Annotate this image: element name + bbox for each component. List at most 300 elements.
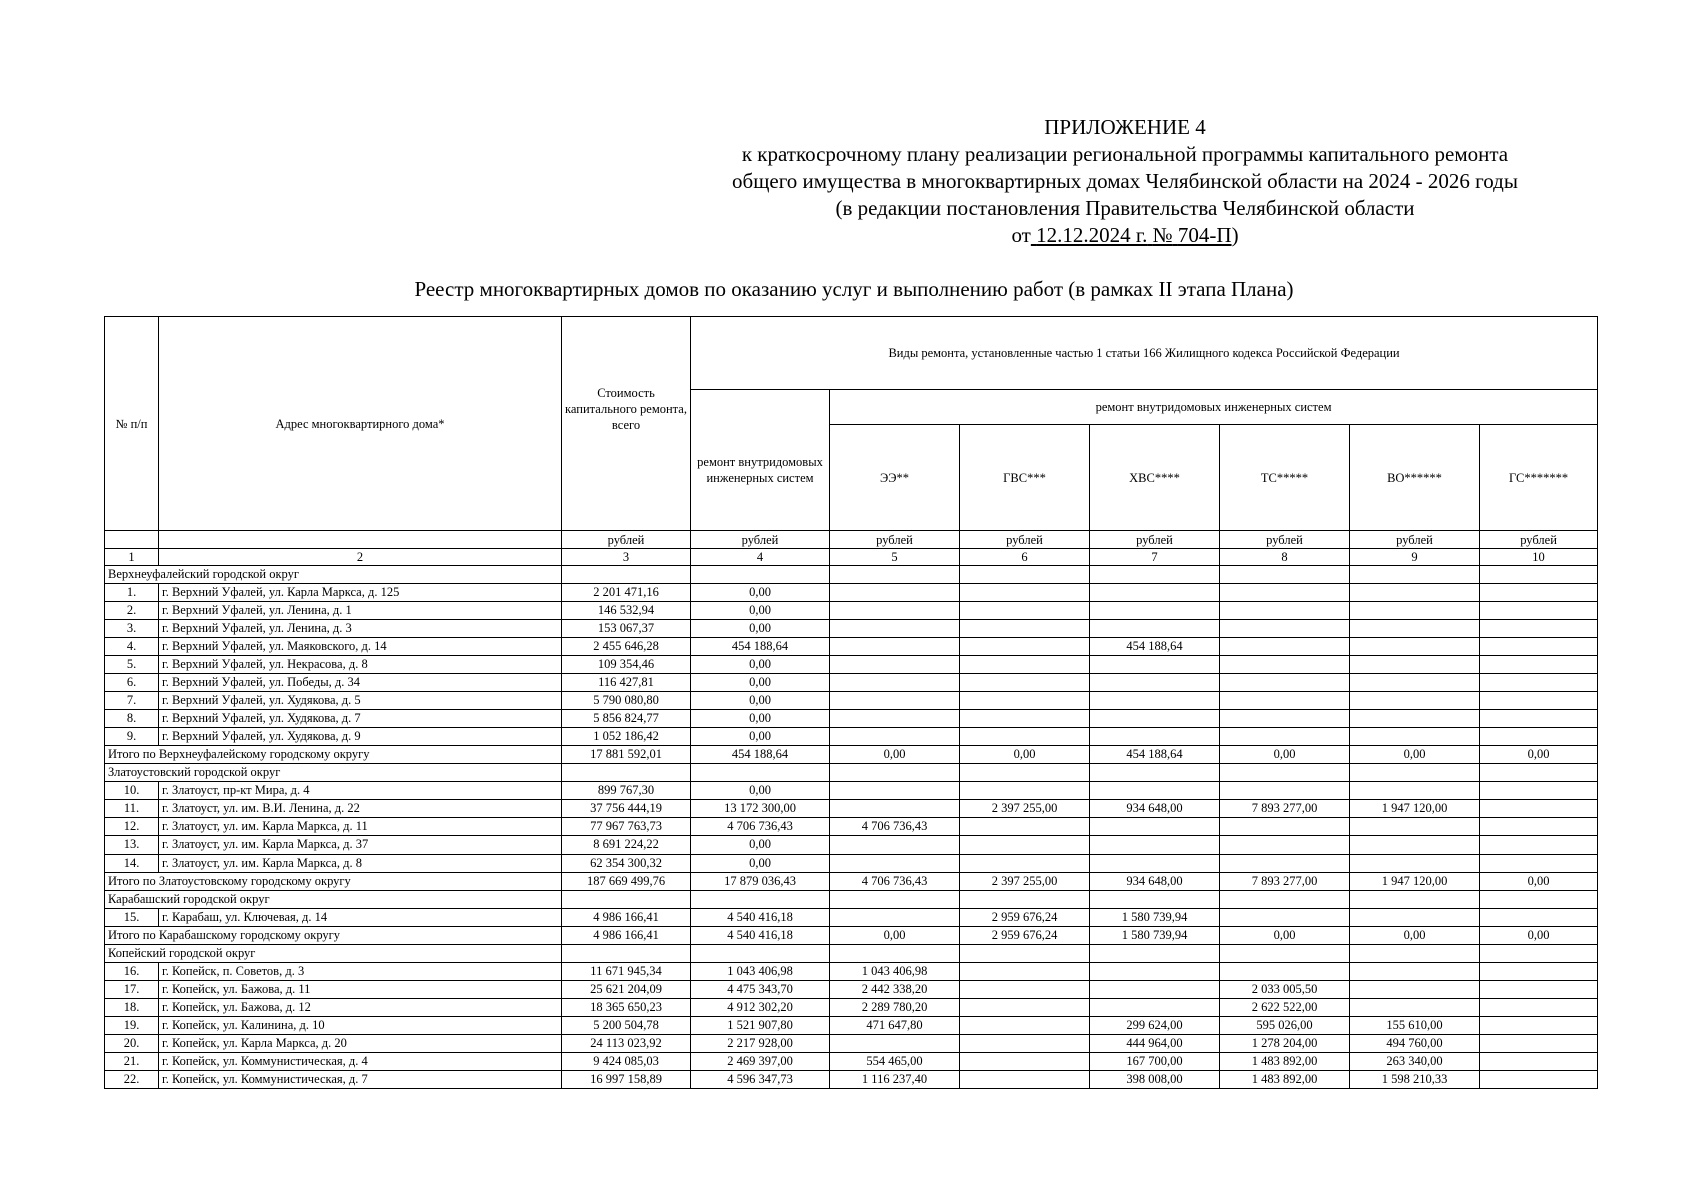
vo-value [1350,980,1480,998]
gs-value: 0,00 [1480,926,1598,944]
header-line-3: (в редакции постановления Правительства Челябинской области [835,196,1415,220]
gs-value [1480,620,1598,638]
engineering-total: 0,00 [691,836,830,854]
building-address: г. Копейск, ул. Бажова, д. 11 [159,980,562,998]
total-cost: 18 365 650,23 [562,998,691,1016]
row-number: 8. [105,710,159,728]
hvs-value [1090,836,1220,854]
empty-cell [1220,566,1350,584]
ee-value [830,908,960,926]
table-row [105,998,1598,1016]
header-gs: ГС******* [1480,425,1598,531]
engineering-total: 0,00 [691,674,830,692]
row-number: 6. [105,674,159,692]
ee-value [830,854,960,872]
ee-value: 4 706 736,43 [830,818,960,836]
ts-value: 2 622 522,00 [1220,998,1350,1016]
ts-value [1220,710,1350,728]
empty-cell [1090,944,1220,962]
total-cost: 153 067,37 [562,620,691,638]
header-address: Адрес многоквартирного дома* [159,317,562,531]
engineering-total: 4 475 343,70 [691,980,830,998]
district-name: Златоустовский городской округ [105,764,562,782]
empty-cell [562,890,691,908]
gvs-value [960,998,1090,1016]
empty-cell [1480,890,1598,908]
engineering-total: 1 043 406,98 [691,962,830,980]
unit-label: рублей [1480,531,1598,549]
total-cost: 24 113 023,92 [562,1034,691,1052]
building-address: г. Верхний Уфалей, ул. Карла Маркса, д. 125 [159,584,562,602]
engineering-total: 0,00 [691,728,830,746]
gs-value [1480,638,1598,656]
gs-value [1480,1052,1598,1070]
ee-value: 2 289 780,20 [830,998,960,1016]
empty-cell [1480,944,1598,962]
table-row [105,908,1598,926]
gs-value [1480,818,1598,836]
header-engineering-total: ремонт внутридомовых инженерных систем [691,390,830,531]
vo-value [1350,728,1480,746]
hvs-value [1090,998,1220,1016]
unit-label: рублей [960,531,1090,549]
district-name: Копейский городской округ [105,944,562,962]
column-number: 10 [1480,549,1598,566]
ts-value [1220,962,1350,980]
vo-value [1350,962,1480,980]
district-total-row [105,926,1598,944]
total-cost: 11 671 945,34 [562,962,691,980]
gs-value [1480,998,1598,1016]
district-name: Карабашский городской округ [105,890,562,908]
ts-value: 7 893 277,00 [1220,800,1350,818]
column-number: 4 [691,549,830,566]
empty-cell [691,944,830,962]
ee-value [830,602,960,620]
ts-value: 2 033 005,50 [1220,980,1350,998]
engineering-total: 4 596 347,73 [691,1070,830,1088]
building-address: г. Копейск, п. Советов, д. 3 [159,962,562,980]
gvs-value [960,782,1090,800]
vo-value [1350,692,1480,710]
row-number: 9. [105,728,159,746]
table-row [105,674,1598,692]
table-row [105,962,1598,980]
engineering-total: 4 912 302,20 [691,998,830,1016]
ts-value [1220,836,1350,854]
decree-number: 704-П [1177,223,1232,247]
column-number: 5 [830,549,960,566]
engineering-total: 0,00 [691,656,830,674]
gs-value [1480,908,1598,926]
gvs-value [960,728,1090,746]
appendix-title: ПРИЛОЖЕНИЕ 4 [1044,115,1206,139]
ee-value: 1 043 406,98 [830,962,960,980]
hvs-value [1090,818,1220,836]
gs-value [1480,800,1598,818]
row-number: 11. [105,800,159,818]
gvs-value [960,962,1090,980]
table-row [105,980,1598,998]
ts-value [1220,620,1350,638]
table-row [105,620,1598,638]
decree-reference [655,222,1595,249]
building-address: г. Верхний Уфалей, ул. Ленина, д. 1 [159,602,562,620]
vo-value [1350,908,1480,926]
district-section-row [105,764,1598,782]
empty-cell [1220,944,1350,962]
header-line-1: к краткосрочному плану реализации региональной программы капитального ремонта [741,142,1509,166]
registry-title: Реестр многоквартирных домов по оказанию услуг и выполнению работ (в рамках II этапа Плана) [414,277,1294,301]
gvs-value [960,674,1090,692]
total-cost: 5 790 080,80 [562,692,691,710]
gs-value [1480,836,1598,854]
table-row [105,782,1598,800]
row-number: 4. [105,638,159,656]
table-row [105,836,1598,854]
hvs-value: 398 008,00 [1090,1070,1220,1088]
gs-value [1480,1016,1598,1034]
vo-value: 1 947 120,00 [1350,800,1480,818]
gs-value [1480,584,1598,602]
row-number: 17. [105,980,159,998]
hvs-value: 1 580 739,94 [1090,926,1220,944]
table-row [105,710,1598,728]
empty-cell [1090,566,1220,584]
engineering-total: 0,00 [691,782,830,800]
engineering-total: 1 521 907,80 [691,1016,830,1034]
hvs-value [1090,710,1220,728]
row-number: 7. [105,692,159,710]
ts-value [1220,602,1350,620]
engineering-total: 4 540 416,18 [691,908,830,926]
gs-value [1480,962,1598,980]
gvs-value [960,1016,1090,1034]
gs-value [1480,656,1598,674]
vo-value: 1 598 210,33 [1350,1070,1480,1088]
registry-body [105,566,1598,1089]
empty-cell [691,890,830,908]
empty-cell [562,944,691,962]
gs-value [1480,1034,1598,1052]
row-number: 19. [105,1016,159,1034]
gs-value [1480,728,1598,746]
gs-value [1480,980,1598,998]
empty-cell [691,764,830,782]
total-cost: 17 881 592,01 [562,746,691,764]
building-address: г. Копейск, ул. Коммунистическая, д. 4 [159,1052,562,1070]
column-number: 6 [960,549,1090,566]
ee-value [830,710,960,728]
engineering-total: 0,00 [691,692,830,710]
ts-value [1220,638,1350,656]
empty-cell [562,764,691,782]
unit-label: рублей [1090,531,1220,549]
gs-value: 0,00 [1480,746,1598,764]
total-cost: 37 756 444,19 [562,800,691,818]
total-cost: 1 052 186,42 [562,728,691,746]
vo-value [1350,602,1480,620]
district-total-row [105,746,1598,764]
gs-value [1480,1070,1598,1088]
empty-cell [830,890,960,908]
vo-value: 263 340,00 [1350,1052,1480,1070]
ee-value [830,674,960,692]
district-section-row [105,890,1598,908]
gvs-value: 2 397 255,00 [960,800,1090,818]
district-total-row [105,872,1598,890]
header-hvs: ХВС**** [1090,425,1220,531]
gs-value: 0,00 [1480,872,1598,890]
total-cost: 25 621 204,09 [562,980,691,998]
column-number: 1 [105,549,159,566]
hvs-value [1090,692,1220,710]
engineering-total: 0,00 [691,854,830,872]
unit-label: рублей [1350,531,1480,549]
gs-value [1480,710,1598,728]
row-number: 1. [105,584,159,602]
row-number: 5. [105,656,159,674]
district-name: Верхнеуфалейский городской округ [105,566,562,584]
hvs-value [1090,584,1220,602]
column-number: 8 [1220,549,1350,566]
decree-close: ) [1231,223,1239,247]
gvs-value [960,638,1090,656]
registry-table [104,316,1598,1089]
decree-date: 12.12.2024 г. [1036,223,1148,247]
hvs-value [1090,728,1220,746]
unit-label: рублей [562,531,691,549]
gvs-value [960,584,1090,602]
ts-value [1220,908,1350,926]
empty-cell [830,566,960,584]
ee-value [830,728,960,746]
column-number: 9 [1350,549,1480,566]
ee-value: 2 442 338,20 [830,980,960,998]
hvs-value [1090,854,1220,872]
ee-value [830,656,960,674]
vo-value [1350,584,1480,602]
empty-cell [960,890,1090,908]
building-address: г. Верхний Уфалей, ул. Ленина, д. 3 [159,620,562,638]
gs-value [1480,602,1598,620]
engineering-total: 2 217 928,00 [691,1034,830,1052]
table-row [105,818,1598,836]
table-row [105,656,1598,674]
engineering-total: 0,00 [691,710,830,728]
engineering-total: 0,00 [691,602,830,620]
building-address: г. Верхний Уфалей, ул. Маяковского, д. 14 [159,638,562,656]
empty-cell [1220,890,1350,908]
header-engineering-group: ремонт внутридомовых инженерных систем [830,390,1598,425]
gvs-value [960,818,1090,836]
ts-value [1220,728,1350,746]
engineering-total: 454 188,64 [691,746,830,764]
total-cost: 8 691 224,22 [562,836,691,854]
building-address: г. Копейск, ул. Коммунистическая, д. 7 [159,1070,562,1088]
hvs-value: 167 700,00 [1090,1052,1220,1070]
ts-value [1220,656,1350,674]
gvs-value [960,1034,1090,1052]
empty-cell [960,944,1090,962]
building-address: г. Карабаш, ул. Ключевая, д. 14 [159,908,562,926]
total-cost: 4 986 166,41 [562,908,691,926]
row-number: 22. [105,1070,159,1088]
vo-value: 0,00 [1350,926,1480,944]
vo-value [1350,782,1480,800]
gs-value [1480,674,1598,692]
building-address: г. Златоуст, ул. им. Карла Маркса, д. 11 [159,818,562,836]
ts-value: 0,00 [1220,926,1350,944]
engineering-total: 454 188,64 [691,638,830,656]
ee-value [830,620,960,638]
ee-value [830,692,960,710]
units-row [105,531,1598,549]
building-address: г. Копейск, ул. Бажова, д. 12 [159,998,562,1016]
total-cost: 62 354 300,32 [562,854,691,872]
row-number: 21. [105,1052,159,1070]
building-address: г. Златоуст, ул. им. Карла Маркса, д. 8 [159,854,562,872]
ts-value: 1 278 204,00 [1220,1034,1350,1052]
empty-cell [1350,944,1480,962]
hvs-value [1090,782,1220,800]
vo-value: 155 610,00 [1350,1016,1480,1034]
hvs-value [1090,674,1220,692]
table-row [105,728,1598,746]
vo-value [1350,818,1480,836]
empty-cell [1350,890,1480,908]
vo-value: 494 760,00 [1350,1034,1480,1052]
engineering-total: 4 706 736,43 [691,818,830,836]
ee-value: 0,00 [830,746,960,764]
ts-value [1220,674,1350,692]
row-number: 10. [105,782,159,800]
ee-value: 0,00 [830,926,960,944]
gvs-value [960,836,1090,854]
hvs-value [1090,620,1220,638]
district-section-row [105,944,1598,962]
gs-value [1480,854,1598,872]
district-section-row [105,566,1598,584]
gvs-value [960,692,1090,710]
empty-cell [1480,764,1598,782]
table-row [105,584,1598,602]
row-number: 18. [105,998,159,1016]
ee-value [830,638,960,656]
header-gvs: ГВС*** [960,425,1090,531]
gvs-value: 2 397 255,00 [960,872,1090,890]
hvs-value: 1 580 739,94 [1090,908,1220,926]
total-cost: 9 424 085,03 [562,1052,691,1070]
total-cost: 116 427,81 [562,674,691,692]
gvs-value [960,1070,1090,1088]
empty-cell [562,566,691,584]
empty-cell [1480,566,1598,584]
vo-value [1350,620,1480,638]
hvs-value: 934 648,00 [1090,872,1220,890]
unit-label: рублей [691,531,830,549]
ts-value: 1 483 892,00 [1220,1070,1350,1088]
ts-value: 7 893 277,00 [1220,872,1350,890]
building-address: г. Верхний Уфалей, ул. Худякова, д. 9 [159,728,562,746]
engineering-total: 0,00 [691,584,830,602]
gvs-value: 2 959 676,24 [960,926,1090,944]
gvs-value [960,980,1090,998]
vo-value [1350,674,1480,692]
total-cost: 899 767,30 [562,782,691,800]
vo-value [1350,854,1480,872]
empty-cell [691,566,830,584]
hvs-value [1090,980,1220,998]
building-address: г. Златоуст, пр-кт Мира, д. 4 [159,782,562,800]
empty-cell [1090,890,1220,908]
total-cost: 77 967 763,73 [562,818,691,836]
empty-cell [1090,764,1220,782]
empty-cell [960,764,1090,782]
row-number: 2. [105,602,159,620]
ee-value [830,800,960,818]
total-cost: 109 354,46 [562,656,691,674]
table-row [105,800,1598,818]
building-address: г. Верхний Уфалей, ул. Победы, д. 34 [159,674,562,692]
empty-cell [830,764,960,782]
engineering-total: 17 879 036,43 [691,872,830,890]
table-row [105,1052,1598,1070]
vo-value [1350,836,1480,854]
ee-value [830,782,960,800]
header-total-cost: Стоимость капитального ремонта, всего [562,317,691,531]
hvs-value [1090,656,1220,674]
engineering-total: 13 172 300,00 [691,800,830,818]
ee-value: 1 116 237,40 [830,1070,960,1088]
building-address: г. Златоуст, ул. им. Карла Маркса, д. 37 [159,836,562,854]
gs-value [1480,782,1598,800]
gvs-value [960,854,1090,872]
ts-value [1220,818,1350,836]
header-number: № п/п [105,317,159,531]
table-row [105,1016,1598,1034]
ee-value [830,836,960,854]
total-cost: 187 669 499,76 [562,872,691,890]
table-row [105,854,1598,872]
vo-value [1350,638,1480,656]
gvs-value [960,620,1090,638]
table-row [105,1070,1598,1088]
total-cost: 2 455 646,28 [562,638,691,656]
table-row [105,692,1598,710]
vo-value [1350,998,1480,1016]
district-total-label: Итого по Верхнеуфалейскому городскому округу [105,746,562,764]
row-number: 16. [105,962,159,980]
ee-value [830,1034,960,1052]
building-address: г. Верхний Уфалей, ул. Худякова, д. 5 [159,692,562,710]
gvs-value [960,1052,1090,1070]
row-number: 14. [105,854,159,872]
row-number: 13. [105,836,159,854]
header-ee: ЭЭ** [830,425,960,531]
building-address: г. Златоуст, ул. им. В.И. Ленина, д. 22 [159,800,562,818]
row-number: 12. [105,818,159,836]
ee-value: 554 465,00 [830,1052,960,1070]
ee-value: 471 647,80 [830,1016,960,1034]
total-cost: 16 997 158,89 [562,1070,691,1088]
header-line-2: общего имущества в многоквартирных домах Челябинской области на 2024 - 2026 годы [732,169,1518,193]
ts-value [1220,782,1350,800]
total-cost: 5 200 504,78 [562,1016,691,1034]
ee-value [830,584,960,602]
unit-label: рублей [1220,531,1350,549]
hvs-value: 454 188,64 [1090,746,1220,764]
